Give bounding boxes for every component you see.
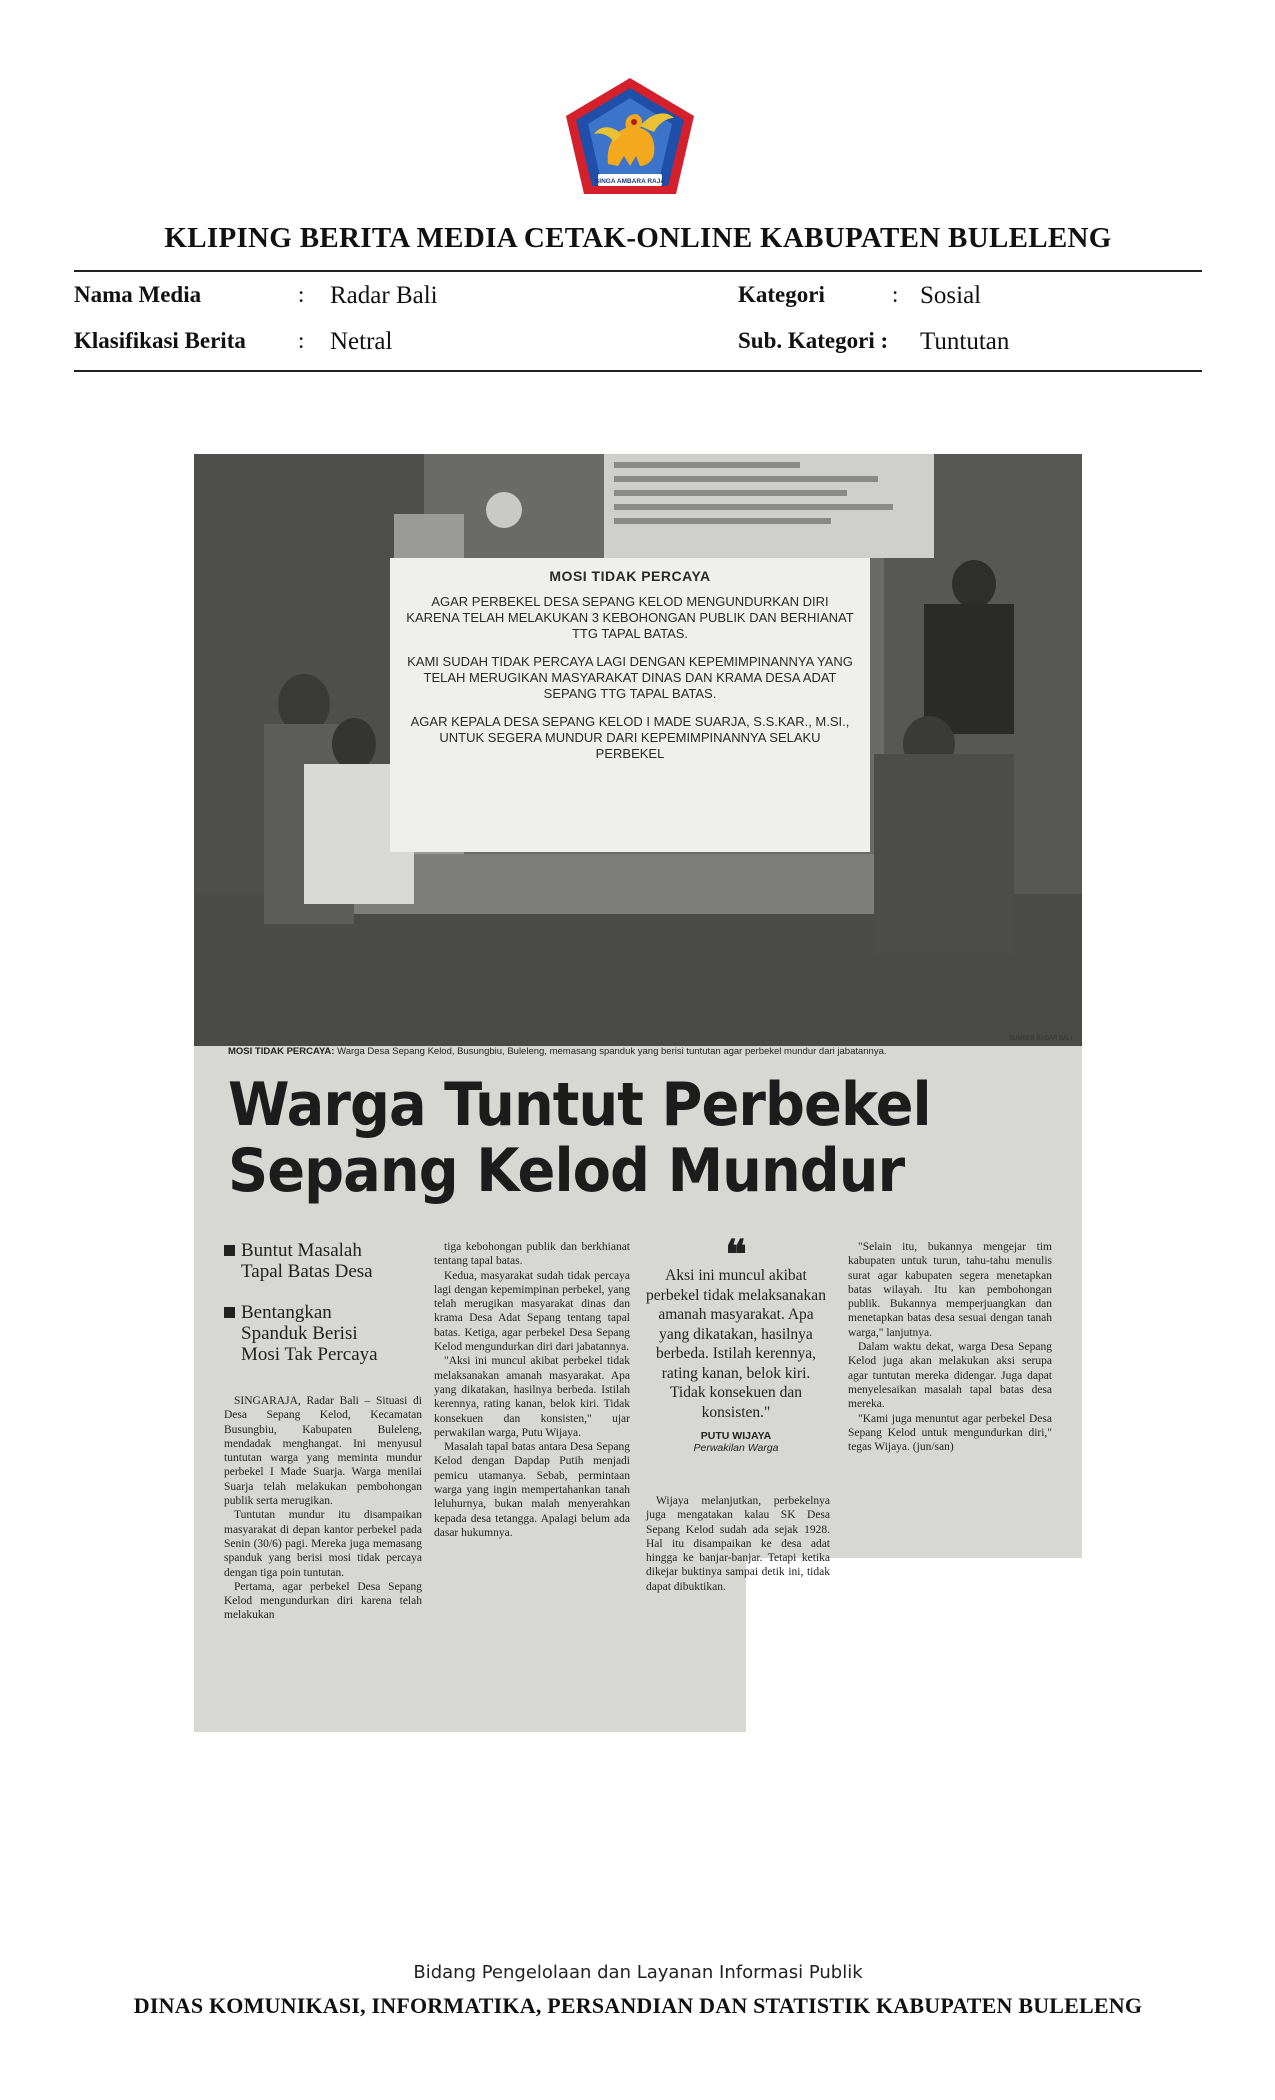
column-4-paragraph: "Kami juga menuntut agar perbekel Desa Sepang Kelod untuk mengundurkan diri," tegas Wijaya. (jun/san): [848, 1412, 1052, 1454]
column-1-paragraph: Tuntutan mundur itu disampaikan masyarakat di depan kantor perbekel pada Senin (30/6) pagi. Mereka juga memasang spanduk yang berisi mosi tidak percaya dengan tiga poin tuntutan.: [224, 1509, 422, 1579]
column-2-paragraph: "Aksi ini muncul akibat perbekel tidak melaksanakan amanah masyarakat. Apa yang dikatakan, hasilnya berbeda. Istilah kerennya, rating kanan, belok kiri. Tidak konsekuen dan konsisten," ujar perwakilan warga, Putu Wijaya.: [434, 1355, 630, 1439]
document-title: KLIPING BERITA MEDIA CETAK-ONLINE KABUPATEN BULELENG: [164, 222, 1112, 254]
article-column-2: [434, 1240, 630, 1540]
photo-credit: SUMBER RADAR BALI: [1008, 1036, 1072, 1042]
column-2-paragraph: Kedua, masyarakat sudah tidak percaya lagi dengan kepemimpinan perbekel, yang telah merugikan masyarakat dinas dan krama Desa Adat Sepang tentang tapal batas. Ketiga, agar perbekel Desa Sepang Kelod mengundurkan diri dari jabatannya.: [434, 1269, 630, 1354]
photo-caption: [228, 1046, 1058, 1057]
column-2-paragraph: tiga kebohongan publik dan berkhianat tentang tapal batas.: [434, 1241, 630, 1268]
kategori-value: Sosial: [920, 282, 982, 309]
quote-name: PUTU WIJAYA: [700, 1430, 772, 1442]
footer-agency: DINAS KOMUNIKASI, INFORMATIKA, PERSANDIAN DAN STATISTIK KABUPATEN BULELENG: [133, 1993, 1143, 2018]
column-4-paragraph: Dalam waktu dekat, warga Desa Sepang Kelod juga akan melakukan aksi serupa agar tuntutan mereka didengar. Juga dapat menyelesaikan masalah tapal batas desa mereka.: [848, 1341, 1052, 1411]
footer-unit: Bidang Pengelolaan dan Layanan Informasi Publik: [413, 1962, 863, 1983]
klasifikasi-value: Netral: [330, 328, 393, 355]
newspaper-clipping: [194, 454, 1082, 1732]
column-4-paragraph: "Selain itu, bukannya mengejar tim kabupaten untuk turun, tahu-tahu menulis surat agar kabupaten segera menetapkan batas wilayah. Itu kan pembohongan publik. Bukannya memperjuangkan dan menetapkan batas desa sesuai dengan tanah warga," lanjutnya.: [848, 1241, 1052, 1339]
news-photo: [194, 454, 1082, 1046]
subheading-1-line-2: Tapal Batas Desa: [241, 1261, 373, 1282]
column-1-paragraph: Pertama, agar perbekel Desa Sepang Kelod mengundurkan diri karena telah melakukan: [224, 1580, 422, 1622]
column-2-paragraph: Masalah tapal batas antara Desa Sepang Kelod dengan Dapdap Putih menjadi pemicu utamanya. Sebab, permintaan warga yang ingin mempertahankan tanah leluhurnya, bukan malah menyerahkan kepada desa tetangga. Apalagi belum ada dasar hukumnya.: [434, 1441, 630, 1539]
quote-role: Perwakilan Warga: [693, 1442, 779, 1454]
budget-board: [604, 454, 934, 558]
klasifikasi-colon: :: [298, 328, 305, 353]
caption-text: Warga Desa Sepang Kelod, Busungbiu, Buleleng, memasang spanduk yang berisi tuntutan agar perbekel mundur dari jabatannya.: [337, 1046, 887, 1057]
article-column-3: [646, 1494, 830, 1594]
nama-media-colon: :: [298, 282, 305, 307]
klasifikasi-label: Klasifikasi Berita: [74, 328, 246, 353]
banner-point-2: KAMI SUDAH TIDAK PERCAYA LAGI DENGAN KEPEMIMPINANNYA YANG TELAH MERUGIKAN MASYARAKAT DINAS DAN KRAMA DESA ADAT SEPANG TTG TAPAL BATAS.: [407, 654, 853, 701]
subheading-2-line-2: Spanduk Berisi: [241, 1323, 358, 1344]
subheading-2-line-1: Bentangkan: [241, 1302, 332, 1323]
headline-line-2: Sepang Kelod Mundur: [228, 1136, 905, 1206]
column-3-paragraph: Wijaya melanjutkan, perbekelnya juga mengatakan kalau SK Desa Sepang Kelod sudah ada sejak 1928. Hal itu disampaikan ke desa adat hingga ke banjar-banjar. Tetapi ketika dikejar buktinya sampai detik ini, tidak dapat dibuktikan.: [646, 1495, 830, 1593]
headline: [228, 1072, 1000, 1204]
caption-lead: MOSI TIDAK PERCAYA:: [228, 1046, 335, 1057]
subheading-2: [224, 1302, 378, 1365]
banner-point-1: AGAR PERBEKEL DESA SEPANG KELOD MENGUNDURKAN DIRI KARENA TELAH MELAKUKAN 3 KEBOHONGAN PUBLIK DAN BERHIANAT TTG TAPAL BATAS.: [406, 594, 854, 641]
banner-point-3: AGAR KEPALA DESA SEPANG KELOD I MADE SUARJA, S.S.KAR., M.SI., UNTUK SEGERA MUNDUR DARI KEPEMIMPINANNYA SELAKU PERBEKEL: [410, 714, 850, 761]
sub-kategori-value: Tuntutan: [920, 328, 1010, 355]
column-1-paragraph: SINGARAJA, Radar Bali – Situasi di Desa Sepang Kelod, Kecamatan Busungbiu, Kabupaten Buleleng, mendadak menghangat. Ini menyusul tuntutan warga yang meminta mundur perbekel I Made Suarja. Warga menilai Suarja telah melakukan pembohongan publik serta merugikan.: [224, 1395, 422, 1508]
protest-banner: [390, 558, 870, 852]
article-column-4: [848, 1240, 1052, 1454]
quote-text: Aksi ini muncul akibat perbekel tidak melaksanakan amanah masyarakat. Apa yang dikatakan, hasilnya berbeda. Istilah kerennya, rating kanan, belok kiri. Tidak konsekuen dan konsisten.": [646, 1267, 826, 1421]
kategori-label: Kategori: [738, 282, 825, 307]
subheading-1-line-1: Buntut Masalah: [241, 1240, 362, 1261]
article-column-1: [224, 1394, 422, 1623]
header-top-rule: [74, 270, 1202, 272]
banner-title: MOSI TIDAK PERCAYA: [549, 568, 711, 584]
nama-media-label: Nama Media: [74, 282, 202, 307]
logo-motto: SINGA AMBARA RAJA: [594, 178, 666, 185]
pull-quote: [646, 1231, 826, 1454]
kategori-colon: :: [892, 282, 899, 307]
sub-kategori-label: Sub. Kategori :: [738, 328, 889, 353]
quote-mark-icon: ❝: [725, 1231, 747, 1278]
header-bottom-rule: [74, 370, 1202, 372]
nama-media-value: Radar Bali: [330, 282, 438, 309]
subheading-1: [224, 1240, 373, 1282]
headline-line-1: Warga Tuntut Perbekel: [228, 1070, 931, 1140]
regency-coat-of-arms-icon: [562, 76, 698, 198]
subheading-2-line-3: Mosi Tak Percaya: [241, 1344, 378, 1365]
